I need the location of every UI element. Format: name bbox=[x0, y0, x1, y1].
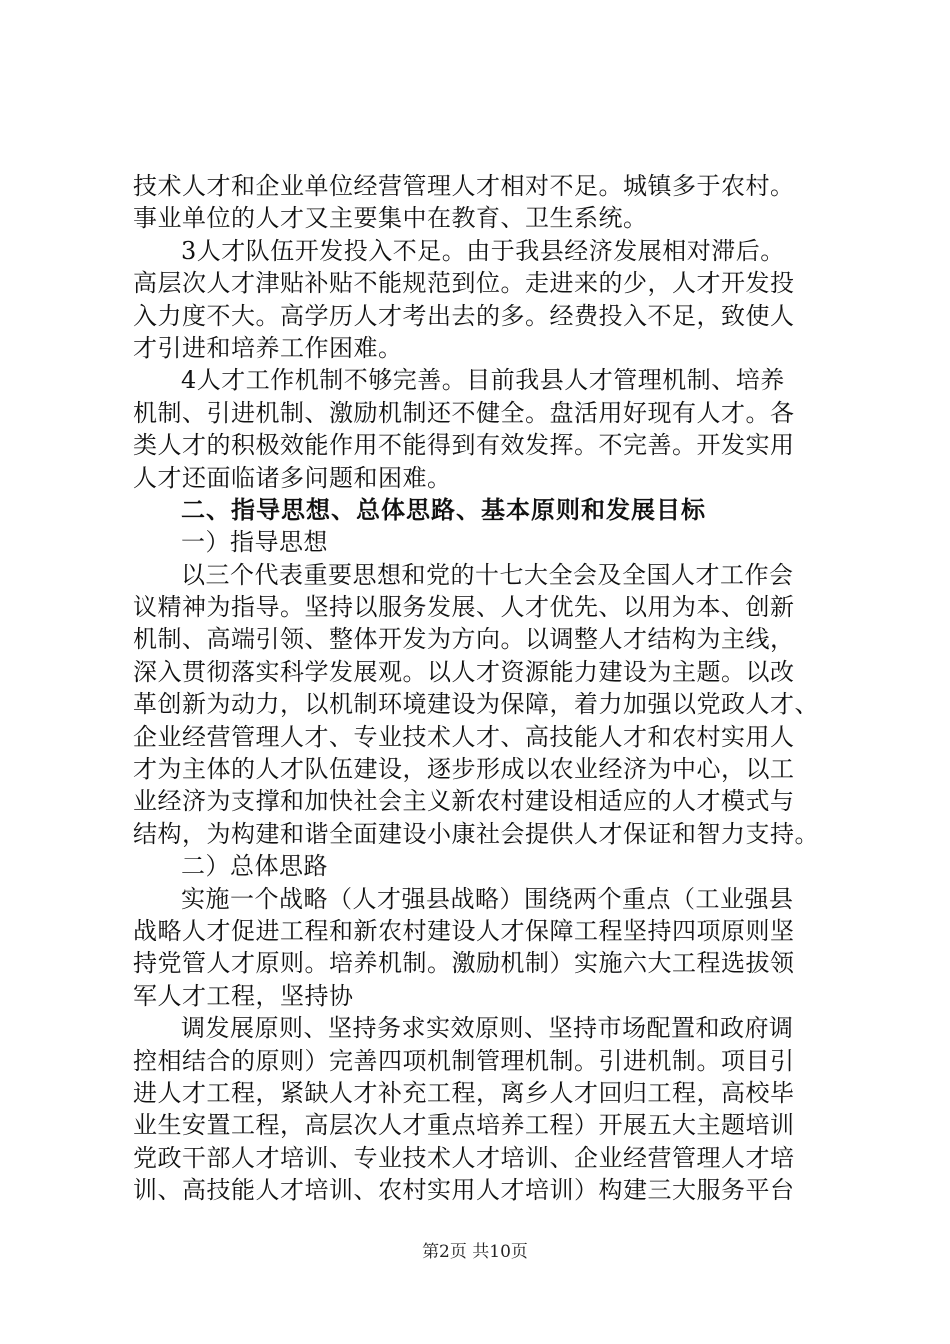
body-line: 深入贯彻落实科学发展观。以人才资源能力建设为主题。以改 bbox=[133, 657, 795, 686]
page-number-footer: 第2页 共10页 bbox=[422, 1242, 528, 1262]
body-line: 才为主体的人才队伍建设，逐步形成以农业经济为中心，以工 bbox=[133, 755, 795, 784]
body-line: 机制、高端引领、整体开发为方向。以调整人才结构为主线， bbox=[133, 625, 795, 654]
body-line: 人才还面临诸多问题和困难。 bbox=[133, 463, 452, 492]
document-body bbox=[133, 170, 851, 1207]
body-line: 技术人才和企业单位经营管理人才相对不足。城镇多于农村。 bbox=[133, 172, 795, 200]
section-heading: 二、指导思想、总体思路、基本原则和发展目标 bbox=[181, 495, 706, 524]
body-line: 进人才工程，紧缺人才补充工程，离乡人才回归工程，高校毕 bbox=[133, 1078, 795, 1107]
paragraph-start-line: 调发展原则、坚持务求实效原则、坚持市场配置和政府调 bbox=[181, 1014, 794, 1043]
body-line: 议精神为指导。坚持以服务发展、人才优先、以用为本、创新 bbox=[133, 593, 795, 622]
body-line: 革创新为动力，以机制环境建设为保障，着力加强以党政人才、 bbox=[133, 690, 819, 719]
body-line: 军人才工程，坚持协 bbox=[133, 981, 354, 1010]
body-line: 业经济为支撑和加快社会主义新农村建设相适应的人才模式与 bbox=[133, 787, 795, 816]
subsection-heading: 二）总体思路 bbox=[181, 852, 328, 881]
body-line: 才引进和培养工作困难。 bbox=[133, 333, 403, 362]
body-line: 事业单位的人才又主要集中在教育、卫生系统。 bbox=[133, 204, 648, 233]
body-line: 战略人才促进工程和新农村建设人才保障工程坚持四项原则坚 bbox=[133, 916, 795, 945]
body-line: 入力度不大。高学历人才考出去的多。经费投入不足，致使人 bbox=[133, 301, 795, 330]
body-line: 企业经营管理人才、专业技术人才、高技能人才和农村实用人 bbox=[133, 722, 795, 751]
paragraph-start-line: 4人才工作机制不够完善。目前我县人才管理机制、培养 bbox=[181, 366, 785, 395]
body-line: 机制、引进机制、激励机制还不健全。盘活用好现有人才。各 bbox=[133, 398, 795, 427]
body-line: 结构，为构建和谐全面建设小康社会提供人才保证和智力支持。 bbox=[133, 819, 819, 848]
paragraph-start-line: 实施一个战略（人才强县战略）围绕两个重点（工业强县 bbox=[181, 884, 794, 913]
body-line: 持党管人才原则。培养机制。激励机制）实施六大工程选拔领 bbox=[133, 949, 795, 978]
paragraph-start-line: 3人才队伍开发投入不足。由于我县经济发展相对滞后。 bbox=[181, 236, 785, 265]
body-line: 训、高技能人才培训、农村实用人才培训）构建三大服务平台 bbox=[133, 1176, 795, 1205]
body-line: 党政干部人才培训、专业技术人才培训、企业经营管理人才培 bbox=[133, 1143, 795, 1172]
body-line: 控相结合的原则）完善四项机制管理机制。引进机制。项目引 bbox=[133, 1046, 795, 1075]
body-line: 高层次人才津贴补贴不能规范到位。走进来的少，人才开发投 bbox=[133, 269, 795, 298]
paragraph-start-line: 以三个代表重要思想和党的十七大全会及全国人才工作会 bbox=[181, 560, 794, 589]
subsection-heading: 一）指导思想 bbox=[181, 528, 328, 557]
body-line: 类人才的积极效能作用不能得到有效发挥。不完善。开发实用 bbox=[133, 431, 795, 460]
body-line: 业生安置工程，高层次人才重点培养工程）开展五大主题培训 bbox=[133, 1111, 795, 1140]
